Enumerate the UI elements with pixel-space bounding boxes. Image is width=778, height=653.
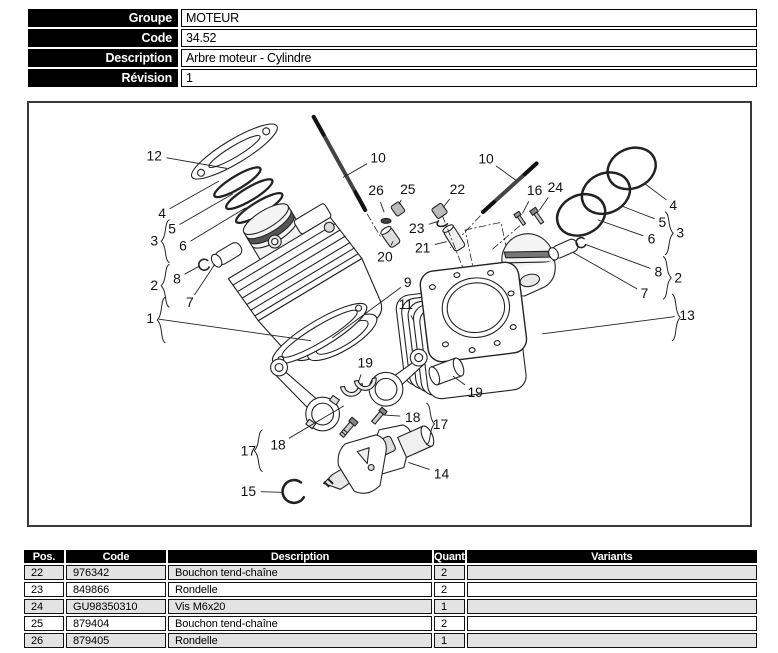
info-value: MOTEUR <box>181 9 757 27</box>
callout-number: 5 <box>168 220 176 237</box>
info-label: Révision <box>28 69 178 87</box>
cell-quant: 2 <box>434 565 465 580</box>
cell-pos: 26 <box>24 633 64 648</box>
callout-number: 8 <box>654 263 663 280</box>
callout-number: 25 <box>400 181 416 198</box>
leader-line <box>435 242 446 245</box>
cell-code: 879405 <box>66 633 166 648</box>
callout-number: 19 <box>467 384 483 401</box>
callout-number: 11 <box>398 296 414 313</box>
callout-number: 17 <box>432 415 449 432</box>
callout-number: 3 <box>150 232 159 249</box>
callout-number: 19 <box>357 354 373 371</box>
cell-variants <box>467 565 757 580</box>
cell-variants <box>467 599 757 614</box>
info-table-body <box>28 9 757 87</box>
rod-bolt-right <box>371 407 387 425</box>
cell-pos: 25 <box>24 616 64 631</box>
leader-line <box>261 492 281 493</box>
callout-number: 26 <box>368 182 384 199</box>
leader-line <box>573 253 637 289</box>
callout-number: 4 <box>669 196 678 213</box>
leader-line <box>646 184 667 199</box>
cell-variants <box>467 616 757 631</box>
circlip-15 <box>283 480 304 503</box>
leader-line <box>195 264 215 294</box>
cell-quant: 1 <box>434 633 465 648</box>
conrod-left <box>271 359 340 431</box>
table-row <box>24 633 757 648</box>
column-header: Code <box>66 550 166 563</box>
leader-line <box>385 415 400 416</box>
callout-number: 7 <box>640 285 649 302</box>
table-row <box>24 565 757 580</box>
callout-number: 18 <box>405 408 421 425</box>
leader-line <box>496 166 515 180</box>
callout-number: 14 <box>433 465 450 482</box>
callout-number: 1 <box>146 309 155 326</box>
piston-rings-right <box>547 140 662 243</box>
leader-line <box>443 199 449 207</box>
callout-number: 2 <box>150 277 159 294</box>
screw-24 <box>530 207 545 225</box>
callout-brace <box>663 257 671 300</box>
cell-description: Rondelle <box>168 633 432 648</box>
circlip-right <box>576 238 585 248</box>
callout-number: 9 <box>403 274 412 291</box>
cell-description: Vis M6x20 <box>168 599 432 614</box>
callout-number: 23 <box>409 219 425 236</box>
leader-line <box>409 463 430 470</box>
callout-brace <box>161 264 169 307</box>
info-label: Code <box>28 29 178 47</box>
leader-line <box>429 222 436 224</box>
table-row <box>24 616 757 631</box>
callout-number: 12 <box>146 147 162 164</box>
info-value: 1 <box>181 69 757 87</box>
info-row <box>28 29 757 47</box>
screw-16 <box>514 211 527 226</box>
info-value: Arbre moteur - Cylindre <box>181 49 757 67</box>
info-label: Groupe <box>28 9 178 27</box>
callout-number: 10 <box>478 150 494 167</box>
cell-quant: 2 <box>434 616 465 631</box>
column-header: Quant <box>434 550 465 563</box>
parts-table-header-row <box>24 550 757 563</box>
callout-number: 6 <box>647 230 656 247</box>
callout-number: 20 <box>377 248 393 265</box>
callout-number: 3 <box>676 224 685 241</box>
leader-line <box>185 266 199 274</box>
leader-line <box>540 198 549 210</box>
parts-table-body <box>24 565 757 648</box>
table-row <box>24 599 757 614</box>
column-header: Pos. <box>24 550 64 563</box>
circlip-left <box>199 259 209 270</box>
parts-table <box>22 548 759 650</box>
cell-pos: 22 <box>24 565 64 580</box>
cell-quant: 2 <box>434 582 465 597</box>
leader-line <box>343 164 366 177</box>
cell-quant: 1 <box>434 599 465 614</box>
piston-pin-right <box>547 237 580 261</box>
callout-brace <box>665 212 673 255</box>
pin-20 <box>380 225 401 248</box>
cell-code: 849866 <box>66 582 166 597</box>
cylinder-right <box>392 261 532 403</box>
pin-21 <box>442 223 466 252</box>
callout-number: 2 <box>674 269 683 286</box>
leader-line <box>622 206 654 219</box>
callout-number: 10 <box>370 149 386 166</box>
leader-line <box>586 245 650 269</box>
cell-variants <box>467 582 757 597</box>
cell-description: Bouchon tend-chaîne <box>168 565 432 580</box>
table-row <box>24 582 757 597</box>
washer-26 <box>381 218 391 223</box>
callout-number: 13 <box>679 306 695 323</box>
callout-number: 22 <box>449 181 466 198</box>
cell-code: 879404 <box>66 616 166 631</box>
info-label: Description <box>28 49 178 67</box>
info-value: 34.52 <box>181 29 757 47</box>
cell-code: 976342 <box>66 565 166 580</box>
column-header: Description <box>168 550 432 563</box>
info-row <box>28 69 757 87</box>
cell-code: GU98350310 <box>66 599 166 614</box>
leader-line <box>598 220 643 236</box>
callout-number: 6 <box>179 237 187 254</box>
info-row <box>28 49 757 67</box>
callout-number: 4 <box>158 204 167 221</box>
callout-number: 21 <box>414 239 431 256</box>
leader-line <box>380 202 384 212</box>
exploded-diagram <box>29 103 746 521</box>
cell-description: Bouchon tend-chaîne <box>168 616 432 631</box>
callout-number: 7 <box>186 294 194 311</box>
leader-line <box>358 375 361 383</box>
rod-bolt-left <box>339 417 358 438</box>
column-header: Variants <box>467 550 757 563</box>
callout-number: 24 <box>547 179 564 196</box>
callout-number: 18 <box>270 436 286 453</box>
callout-number: 8 <box>173 270 181 287</box>
callout-number: 17 <box>240 442 257 459</box>
callout-number: 15 <box>240 483 257 500</box>
plug-25 <box>390 201 405 216</box>
cell-pos: 23 <box>24 582 64 597</box>
cell-description: Rondelle <box>168 582 432 597</box>
leader-line <box>523 202 529 213</box>
info-row <box>28 9 757 27</box>
diagram-panel <box>27 101 752 527</box>
cell-pos: 24 <box>24 599 64 614</box>
callout-number: 16 <box>526 182 543 199</box>
cell-variants <box>467 633 757 648</box>
callout-number: 5 <box>658 213 667 230</box>
leader-line <box>170 181 219 208</box>
leader-line <box>543 317 675 334</box>
info-table <box>25 7 760 89</box>
